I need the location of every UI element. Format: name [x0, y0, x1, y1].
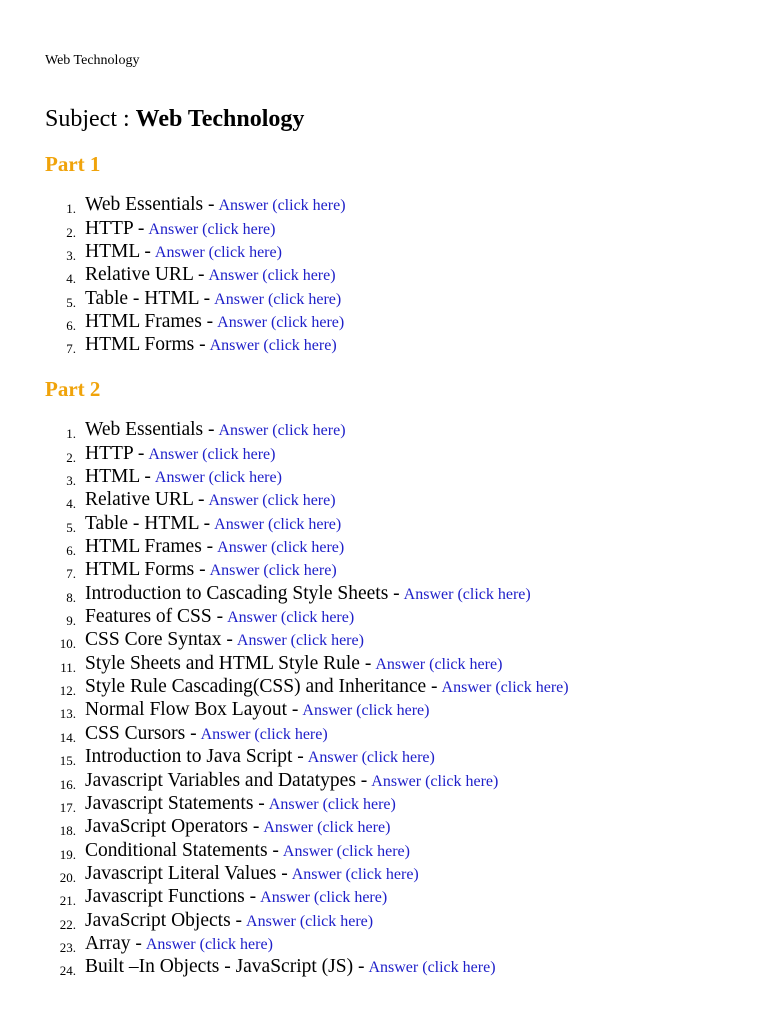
- part1-heading: Part 1: [45, 152, 101, 176]
- item-topic-text: Style Sheets and HTML Style Rule -: [85, 652, 372, 674]
- item-number: 4.: [66, 271, 76, 287]
- list-item: [0, 491, 768, 514]
- answer-link[interactable]: Answer (click here): [217, 314, 345, 332]
- item-number: 22.: [59, 916, 76, 932]
- answer-link[interactable]: Answer (click here): [371, 772, 499, 790]
- list-item: [0, 289, 768, 312]
- answer-link[interactable]: Answer (click here): [154, 469, 282, 487]
- item-topic-text: Javascript Functions -: [85, 886, 257, 908]
- item-topic-text: HTML Frames -: [85, 311, 214, 333]
- item-topic: [85, 264, 336, 287]
- item-number: 5.: [66, 294, 76, 310]
- item-topic: [85, 218, 275, 241]
- item-number: 24.: [59, 963, 76, 979]
- answer-link[interactable]: Answer (click here): [368, 959, 496, 977]
- item-topic-text: Features of CSS -: [85, 606, 224, 628]
- item-number: 9.: [66, 613, 76, 629]
- item-topic: [85, 241, 282, 264]
- item-topic-text: Conditional Statements -: [85, 839, 279, 861]
- answer-link[interactable]: Answer (click here): [291, 865, 419, 883]
- item-topic: [85, 723, 328, 746]
- item-number: 10.: [59, 636, 76, 652]
- item-number: 1.: [66, 426, 76, 442]
- list-item: [0, 561, 768, 584]
- subject-line: [45, 104, 304, 134]
- item-topic: [85, 288, 341, 311]
- answer-link[interactable]: Answer (click here): [218, 422, 346, 440]
- subject-name: Web Technology: [135, 106, 305, 132]
- item-number: 19.: [59, 846, 76, 862]
- item-topic-text: Array -: [85, 932, 142, 954]
- item-number: 4.: [66, 496, 76, 512]
- item-topic-text: HTTP -: [85, 442, 145, 464]
- item-number: 23.: [59, 939, 76, 955]
- answer-link[interactable]: Answer (click here): [217, 539, 345, 557]
- item-topic: [85, 583, 531, 606]
- item-topic-text: Table - HTML -: [85, 512, 211, 534]
- item-topic-text: Normal Flow Box Layout -: [85, 699, 299, 721]
- item-topic: [85, 334, 337, 357]
- list-item: [0, 818, 768, 841]
- subject-prefix: Subject :: [45, 106, 130, 132]
- item-topic: [85, 653, 502, 676]
- item-topic-text: HTML -: [85, 241, 151, 263]
- item-topic-text: Built –In Objects - JavaScript (JS) -: [85, 956, 365, 978]
- list-item: [0, 538, 768, 561]
- item-topic-text: Style Rule Cascading(CSS) and Inheritance -: [85, 676, 438, 698]
- list-item: [0, 932, 768, 958]
- item-number: 20.: [59, 869, 76, 885]
- item-topic-text: Introduction to Cascading Style Sheets -: [85, 582, 400, 604]
- list-item: [0, 678, 768, 701]
- list-item: [0, 862, 768, 888]
- answer-link[interactable]: Answer (click here): [246, 912, 374, 930]
- item-number: 12.: [59, 683, 76, 699]
- answer-link[interactable]: Answer (click here): [227, 609, 355, 627]
- answer-link[interactable]: Answer (click here): [208, 267, 336, 285]
- item-number: 7.: [66, 566, 76, 582]
- item-topic-text: Relative URL -: [85, 489, 205, 511]
- answer-link[interactable]: Answer (click here): [282, 842, 410, 860]
- item-topic: [85, 676, 569, 699]
- item-topic-text: HTML Frames -: [85, 536, 214, 558]
- answer-link[interactable]: Answer (click here): [307, 749, 435, 767]
- item-topic: [85, 489, 336, 512]
- list-item: [0, 792, 768, 818]
- item-topic: [85, 311, 344, 334]
- item-topic: [85, 886, 387, 909]
- item-topic-text: Table - HTML -: [85, 287, 211, 309]
- item-topic-text: JavaScript Operators -: [85, 816, 260, 838]
- item-topic: [85, 513, 341, 536]
- answer-link[interactable]: Answer (click here): [209, 337, 337, 355]
- item-topic: [85, 793, 396, 816]
- answer-link[interactable]: Answer (click here): [154, 244, 282, 262]
- answer-link[interactable]: Answer (click here): [148, 445, 276, 463]
- item-topic-text: Relative URL -: [85, 264, 205, 286]
- item-topic-text: CSS Cursors -: [85, 722, 197, 744]
- list-item: [0, 514, 768, 537]
- item-topic: [85, 816, 390, 839]
- item-topic: [85, 910, 373, 933]
- list-item: [0, 313, 768, 336]
- answer-link[interactable]: Answer (click here): [148, 220, 276, 238]
- item-topic-text: JavaScript Objects -: [85, 909, 243, 931]
- item-topic: [85, 770, 498, 793]
- list-item: [0, 421, 768, 444]
- item-number: 6.: [66, 543, 76, 559]
- item-number: 2.: [66, 224, 76, 240]
- list-item: [0, 631, 768, 654]
- item-number: 6.: [66, 318, 76, 334]
- list-item: [0, 196, 768, 219]
- item-topic-text: Web Essentials -: [85, 419, 215, 441]
- page-header-title: Web Technology: [45, 53, 140, 68]
- item-topic: [85, 606, 354, 629]
- item-topic-text: Javascript Variables and Datatypes -: [85, 769, 368, 791]
- item-topic: [85, 699, 429, 722]
- item-number: 8.: [66, 589, 76, 605]
- list-item: [0, 243, 768, 266]
- list-item: [0, 584, 768, 607]
- answer-link[interactable]: Answer (click here): [200, 725, 328, 743]
- list-item: [0, 654, 768, 677]
- item-topic-text: HTML Forms -: [85, 559, 206, 581]
- answer-link[interactable]: Answer (click here): [302, 702, 430, 720]
- item-number: 7.: [66, 341, 76, 357]
- item-topic: [85, 746, 435, 769]
- list-item: [0, 608, 768, 631]
- item-number: 17.: [59, 799, 76, 815]
- item-number: 18.: [59, 823, 76, 839]
- answer-link[interactable]: Answer (click here): [441, 679, 569, 697]
- list-item: [0, 771, 768, 794]
- list-item: [0, 444, 768, 467]
- item-topic-text: Introduction to Java Script -: [85, 746, 304, 768]
- part1-list: [0, 196, 768, 359]
- item-topic: [85, 466, 282, 489]
- item-number: 14.: [59, 729, 76, 745]
- item-topic: [85, 629, 364, 652]
- item-topic-text: Javascript Statements -: [85, 792, 265, 814]
- list-item: [0, 701, 768, 724]
- list-item: [0, 724, 768, 747]
- item-number: 11.: [60, 659, 76, 675]
- part2-list: [0, 421, 768, 981]
- answer-link[interactable]: Answer (click here): [218, 197, 346, 215]
- item-topic-text: Web Essentials -: [85, 194, 215, 216]
- item-topic-text: CSS Core Syntax -: [85, 629, 233, 651]
- list-item: [0, 748, 768, 771]
- item-topic: [85, 956, 496, 979]
- answer-link[interactable]: Answer (click here): [268, 795, 396, 813]
- answer-link[interactable]: Answer (click here): [260, 889, 388, 907]
- item-topic: [85, 536, 344, 559]
- list-item: [0, 266, 768, 289]
- item-topic-text: HTTP -: [85, 217, 145, 239]
- part2-heading: Part 2: [45, 377, 101, 401]
- answer-link[interactable]: Answer (click here): [263, 819, 391, 837]
- item-topic: [85, 443, 275, 466]
- answer-link[interactable]: Answer (click here): [214, 515, 342, 533]
- answer-link[interactable]: Answer (click here): [403, 585, 531, 603]
- item-number: 5.: [66, 519, 76, 535]
- item-topic: [85, 840, 410, 863]
- item-topic-text: HTML -: [85, 466, 151, 488]
- list-item: [0, 219, 768, 242]
- list-item: [0, 958, 768, 981]
- answer-link[interactable]: Answer (click here): [209, 562, 337, 580]
- answer-link[interactable]: Answer (click here): [214, 290, 342, 308]
- answer-link[interactable]: Answer (click here): [145, 935, 273, 953]
- list-item: [0, 468, 768, 491]
- item-topic: [85, 863, 419, 886]
- item-number: 3.: [66, 248, 76, 264]
- item-number: 15.: [59, 753, 76, 769]
- item-topic: [85, 933, 273, 956]
- item-topic: [85, 419, 346, 442]
- list-item: [0, 336, 768, 359]
- answer-link[interactable]: Answer (click here): [208, 492, 336, 510]
- item-topic-text: Javascript Literal Values -: [85, 862, 288, 884]
- list-item: [0, 841, 768, 864]
- item-number: 13.: [59, 706, 76, 722]
- item-topic-text: HTML Forms -: [85, 334, 206, 356]
- item-topic: [85, 194, 346, 217]
- item-topic: [85, 559, 337, 582]
- answer-link[interactable]: Answer (click here): [375, 655, 503, 673]
- item-number: 3.: [66, 473, 76, 489]
- item-number: 21.: [59, 893, 76, 909]
- list-item: [0, 911, 768, 934]
- item-number: 16.: [59, 776, 76, 792]
- answer-link[interactable]: Answer (click here): [236, 632, 364, 650]
- list-item: [0, 888, 768, 911]
- item-number: 2.: [66, 449, 76, 465]
- item-number: 1.: [66, 201, 76, 217]
